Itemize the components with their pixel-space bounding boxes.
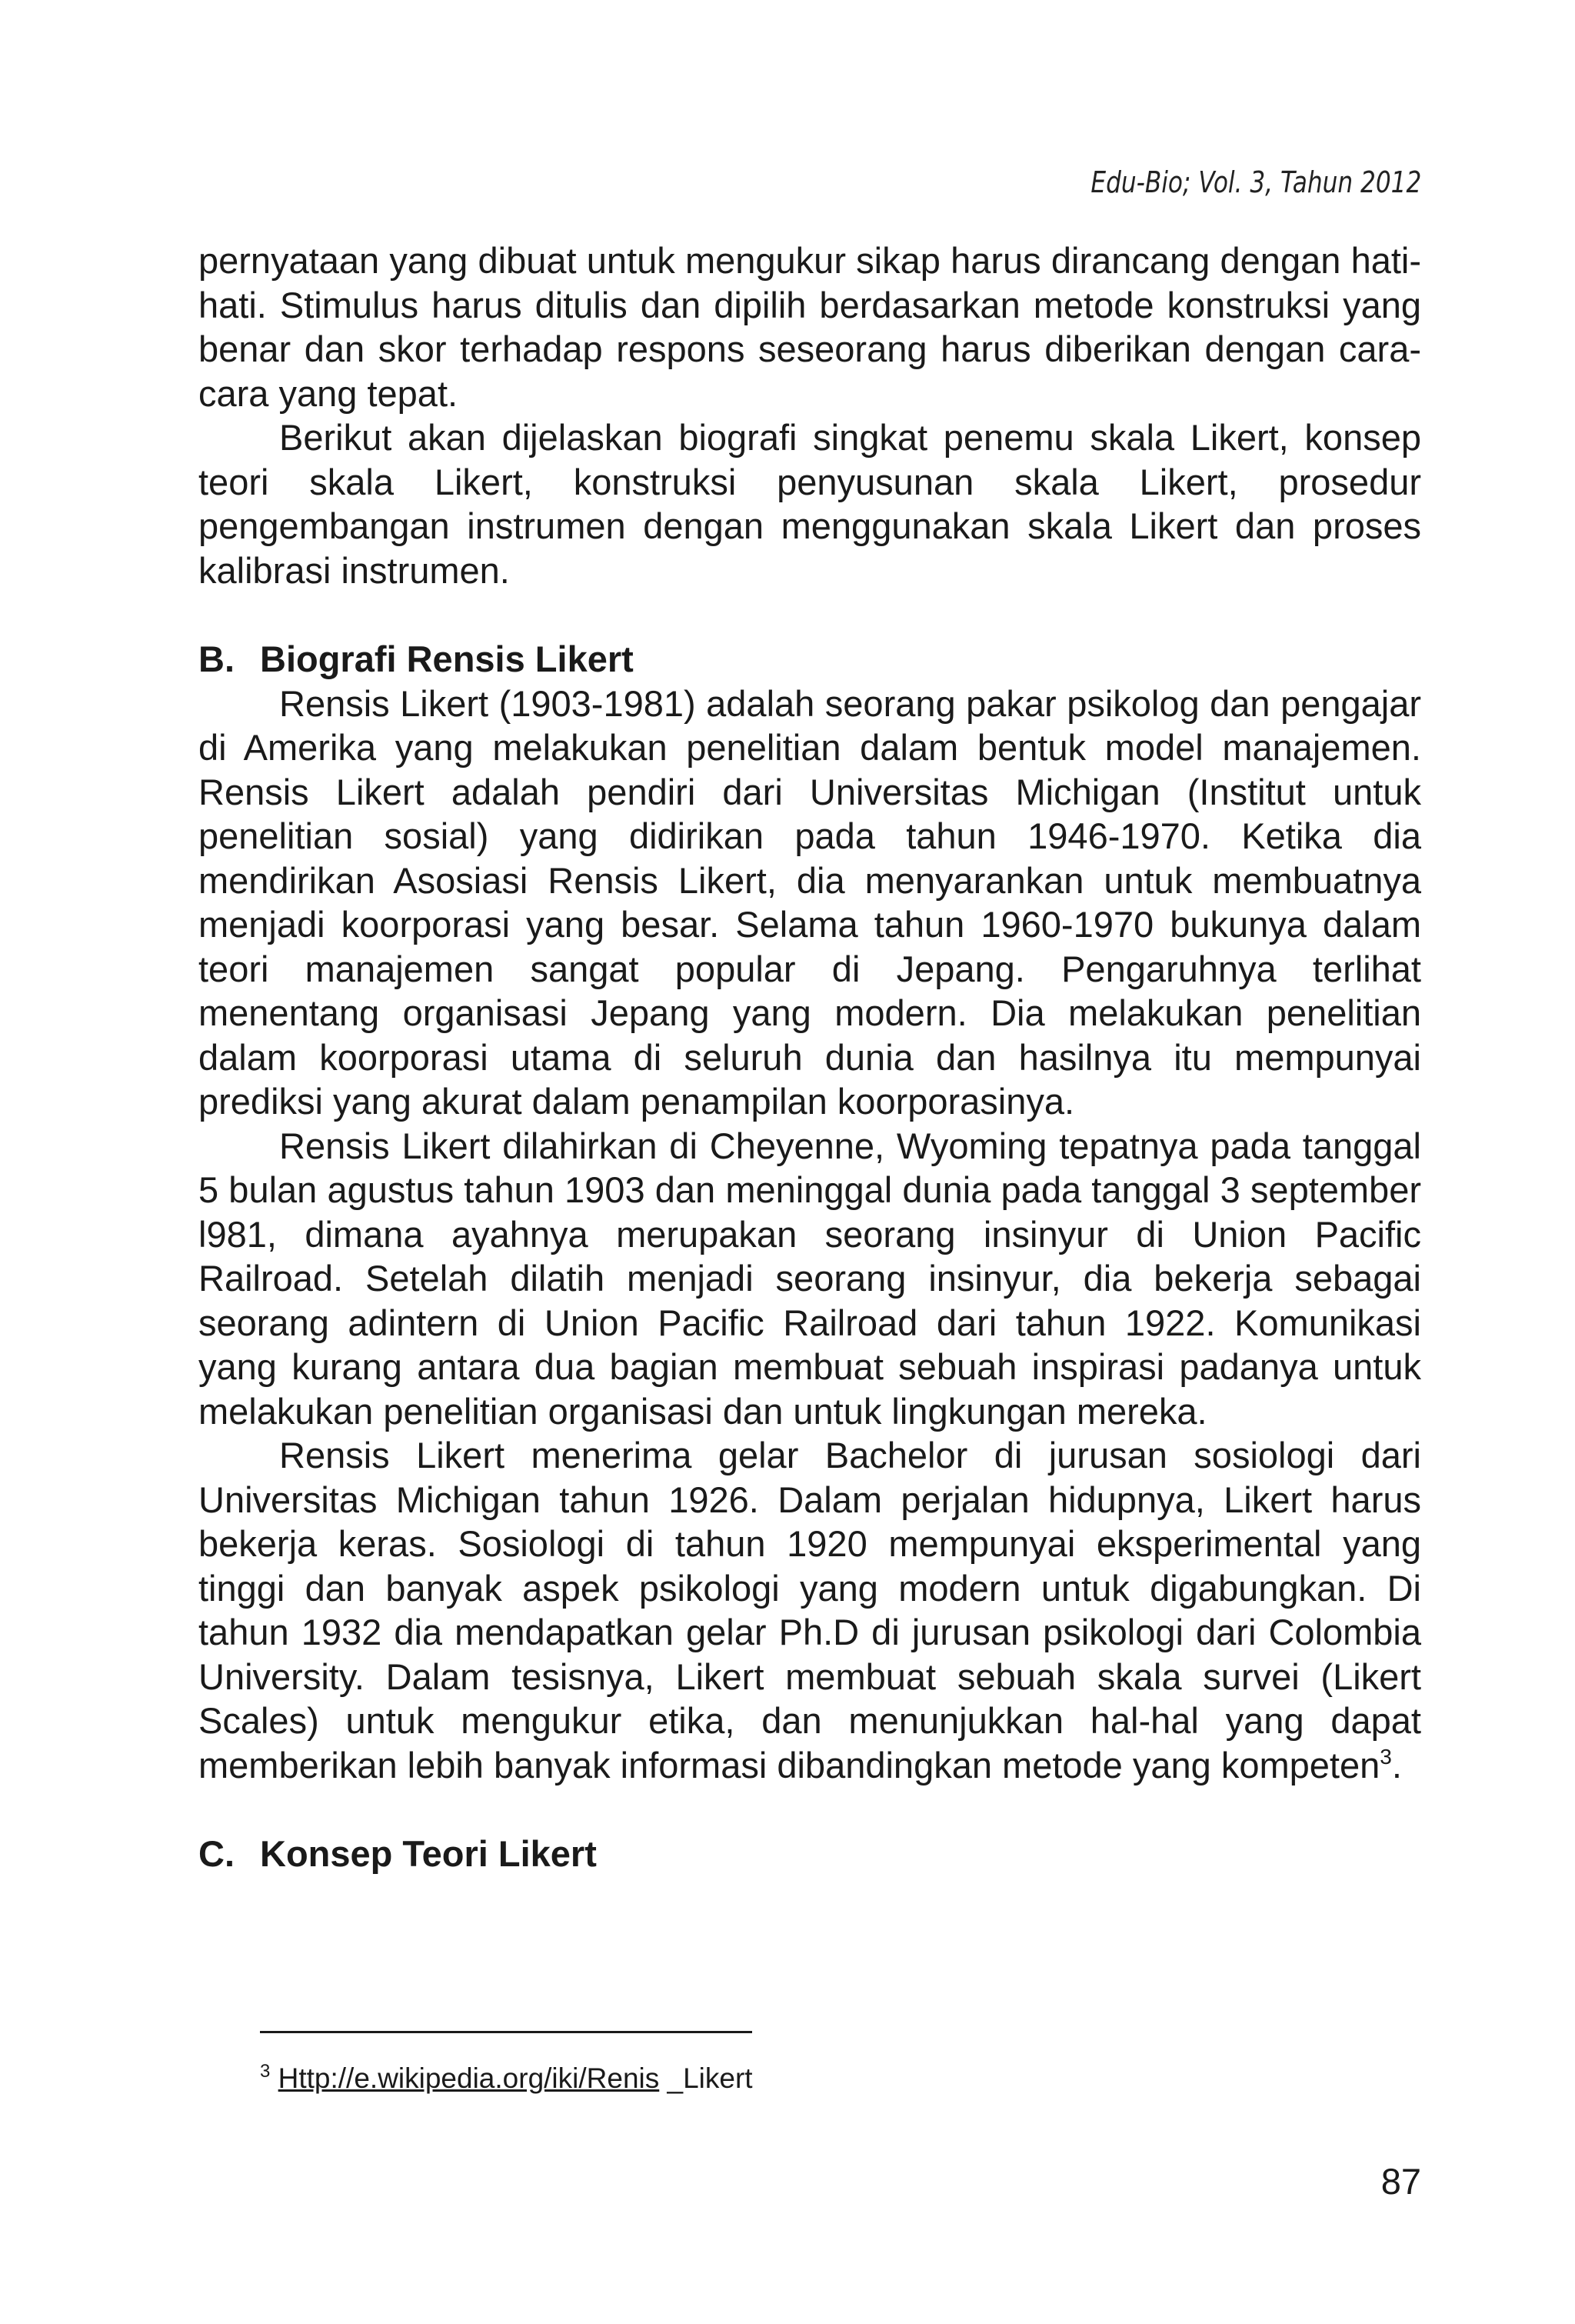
footnote-reference[interactable]: 3 — [1380, 1744, 1392, 1769]
section-number: C. — [198, 1833, 235, 1874]
running-header: Edu-Bio; Vol. 3, Tahun 2012 — [1091, 165, 1421, 199]
section-number: B. — [198, 639, 235, 679]
section-heading-c — [198, 1832, 1421, 1876]
paragraph: Berikut akan dijelaskan biografi singkat penemu skala Likert, konsep teori skala Likert, konstruksi penyusunan skala Likert, prosedur pengembangan instrumen dengan menggunakan skala Likert dan proses kalibrasi instrumen. — [198, 417, 1421, 591]
paragraph-text: Rensis Likert menerima gelar Bachelor di jurusan sosiologi dari Universitas Michigan tahun 1926. Dalam perjalan hidupnya, Likert harus bekerja keras. Sosiologi di tahun 1920 mempunyai eksperimental yang tinggi dan banyak aspek psikologi yang modern untuk digabungkan. Di tahun 1932 dia mendapatkan gelar Ph.D di jurusan psikologi dari Colombia University. Dalam tesisnya, Likert membuat sebuah skala survei (Likert Scales) untuk mengukur etika, dan menunjukkan hal-hal yang dapat memberikan lebih banyak informasi dibandingkan metode yang kompeten — [198, 1435, 1421, 1786]
footnote-tail: _Likert — [659, 2062, 753, 2094]
paragraph-end: . — [1391, 1744, 1402, 1786]
body-text — [198, 238, 1421, 1876]
section-heading-b — [198, 637, 1421, 682]
paragraph: Rensis Likert (1903-1981) adalah seorang pakar psikolog dan pengajar di Amerika yang melakukan penelitian dalam bentuk model manajemen. Rensis Likert adalah pendiri dari Universitas Michigan (Institut untuk penelitian sosial) yang didirikan pada tahun 1946-1970. Ketika dia mendirikan Asosiasi Rensis Likert, dia menyarankan untuk membuatnya menjadi koorporasi yang besar. Selama tahun 1960-1970 bukunya dalam teori manajemen sangat popular di Jepang. Pengaruhnya terlihat menentang organisasi Jepang yang modern. Dia melakukan penelitian dalam koorporasi utama di seluruh dunia dan hasilnya itu mempunyai prediksi yang akurat dalam penampilan koorporasinya. — [198, 682, 1421, 1122]
paragraph: pernyataan yang dibuat untuk mengukur sikap harus dirancang dengan hati-hati. Stimulus harus ditulis dan dipilih berdasarkan metode konstruksi yang benar dan skor terhadap respons seseorang harus diberikan dengan cara-cara yang tepat. — [198, 240, 1421, 414]
footnote-divider — [260, 2031, 752, 2033]
paragraph — [198, 1433, 1421, 1787]
footnote-link[interactable]: Http://e.wikipedia.org/iki/Renis — [278, 2062, 660, 2094]
paragraph: Rensis Likert dilahirkan di Cheyenne, Wyoming tepatnya pada tanggal 5 bulan agustus tahun 1903 dan meninggal dunia pada tanggal 3 september l981, dimana ayahnya merupakan seorang insinyur di Union Pacific Railroad. Setelah dilatih menjadi seorang insinyur, dia bekerja sebagai seorang adintern di Union Pacific Railroad dari tahun 1922. Komunikasi yang kurang antara dua bagian membuat sebuah inspirasi padanya untuk melakukan penelitian organisasi dan untuk lingkungan mereka. — [198, 1125, 1421, 1432]
footnote — [260, 2062, 753, 2096]
page-number: 87 — [1380, 2161, 1421, 2202]
section-title: Konsep Teori Likert — [260, 1833, 597, 1874]
section-title: Biografi Rensis Likert — [260, 639, 634, 679]
footnote-marker: 3 — [260, 2061, 271, 2082]
